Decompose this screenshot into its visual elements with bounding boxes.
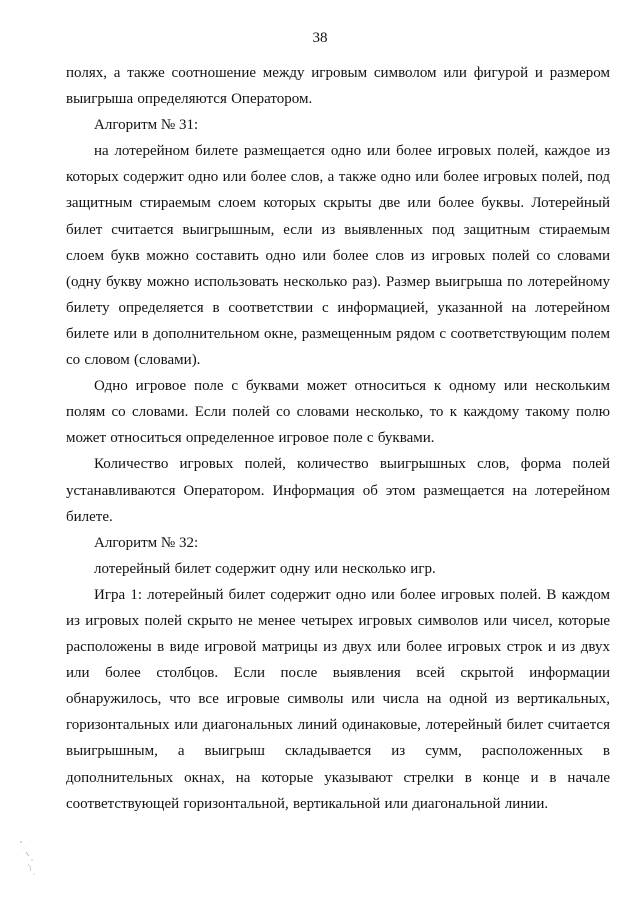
paragraph-continuation: полях, а также соотношение между игровым символом или фигурой и размером выигрыша определяются Оператором. — [66, 65, 610, 108]
paragraph-field-count: Количество игровых полей, количество выигрышных слов, форма полей устанавливаются Оператором. Информация об этом размещается на лотерейном билете. — [66, 456, 610, 525]
page-number: 38 — [312, 30, 328, 46]
algorithm-31-description: на лотерейном билете размещается одно или более игровых полей, каждое из которых содержит одно или более слов, а также одно или более игровых полей, под защитным стираемым слоем которых скрыты две или более буквы. Лотерейный билет считается выигрышным, если из выявленных под защитным стираемым слоем букв можно составить одно или более слов из игровых полей со словами (одну букву можно использовать несколько раз). Размер выигрыша по лотерейному билету определяется в соответствии с информацией, указанной на лотерейном билете или в дополнительном окне, размещенным рядом с соответствующим полем со словом (словами). — [66, 143, 610, 369]
scan-artifact-icon — [18, 838, 38, 878]
paragraph-letter-fields: Одно игровое поле с буквами может относиться к одному или нескольким полям со словами. Если полей со словами несколько, то к каждому такому полю может относиться определенное игровое поле с буквами. — [66, 378, 610, 447]
document-body — [66, 60, 610, 817]
algorithm-31-heading: Алгоритм № 31: — [94, 117, 199, 134]
algorithm-32-description: лотерейный билет содержит одну или несколько игр. — [94, 560, 436, 577]
game-1-description: Игра 1: лотерейный билет содержит одно или более игровых полей. В каждом из игровых полей скрыто не менее четырех игровых символов или чисел, которые расположены в виде игровой матрицы из двух или более игровых строк и из двух или более столбцов. Если после выявления всей скрытой информации обнаружилось, что все игровые символы или числа на одной из вертикальных, горизонтальных или диагональных линий одинаковые, лотерейный билет считается выигрышным, а выигрыш складывается из сумм, расположенных в дополнительных окнах, на которые указывают стрелки в конце и в начале соответствующей горизонтальной, вертикальной или диагональной линии. — [66, 586, 610, 812]
algorithm-32-heading: Алгоритм № 32: — [94, 534, 199, 551]
